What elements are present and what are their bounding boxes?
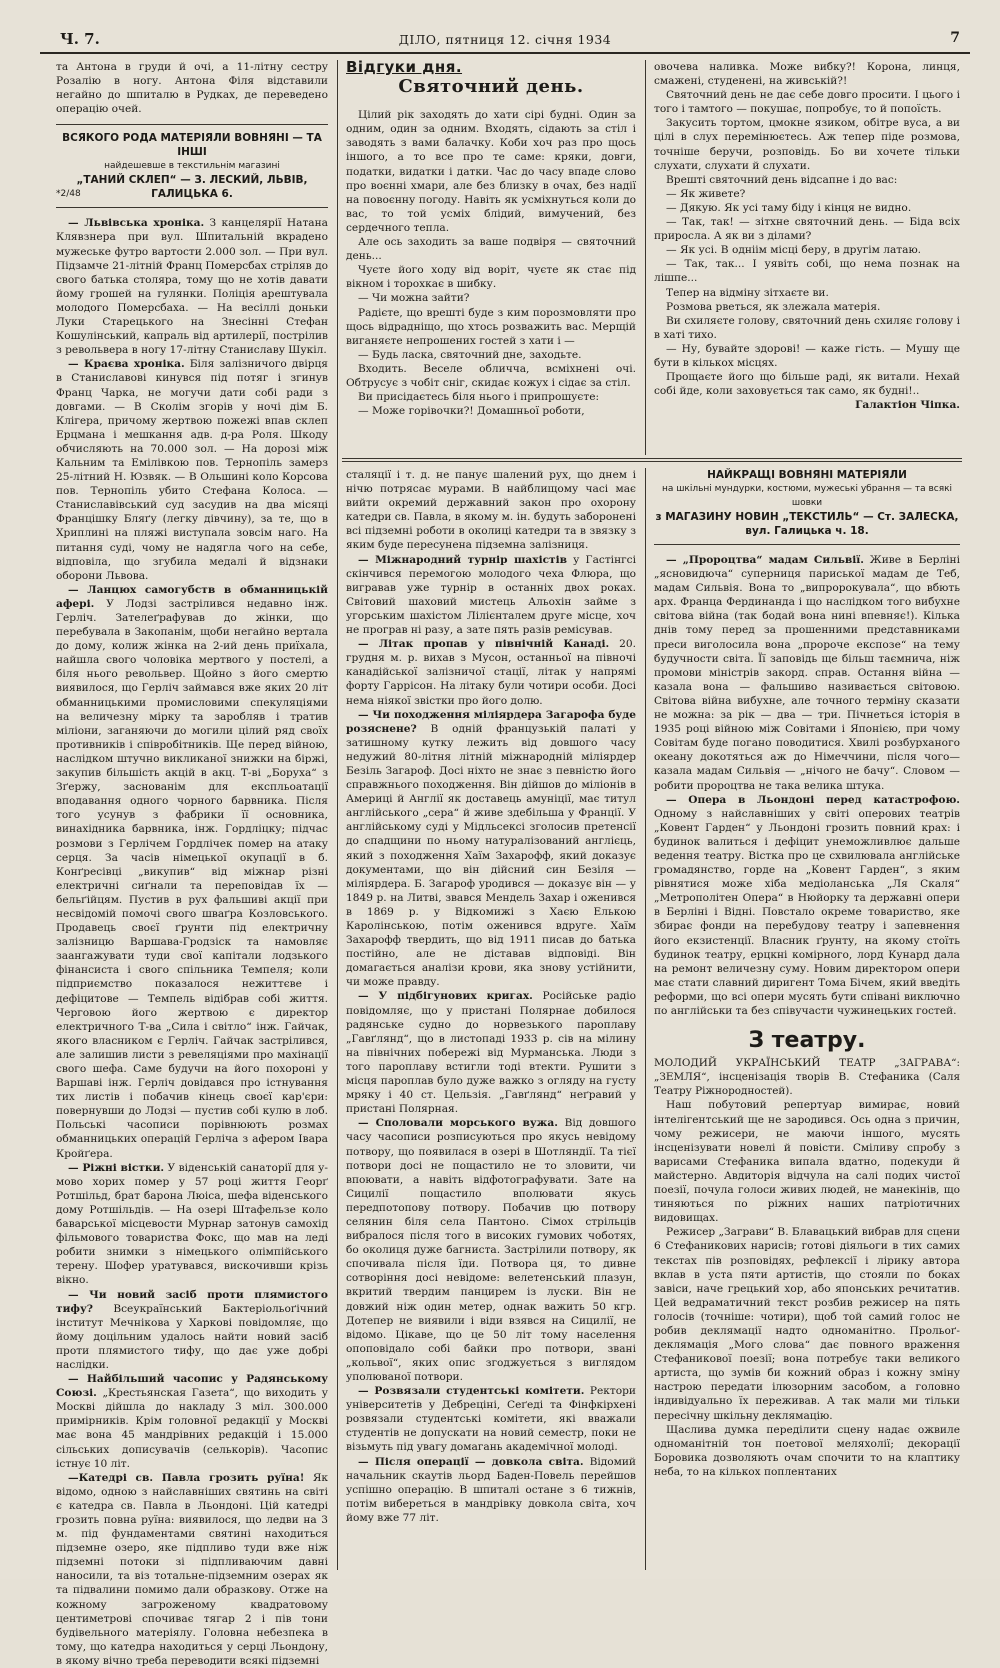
feuilleton-paragraph: Ви присідаєтесь біля нього і припрошуєте: [358,391,600,404]
news-text: З канцелярії Натана Клявзнера при вул. Шпитальній вкрадено мужеське футро вартости 2.000 зол. — При вул. Підзамче 21-літній Франц Померсбах стріляв до свого батька столяра, тому що не хотів давати йому грошей на гулянки. Поліція арештувала молодого Померсбаха. — На весіллі доньки Луки Старецького на Знесінні Стефан Кошулінський, капраль від артилерії, пострілив з револьвера в ногу 17-літну Станиславу Шукіл. [56,217,328,357]
ad-line: з МАГАЗИНУ НОВИН „ТЕКСТИЛЬ“ — Ст. ЗАЛЕСКА, [655,511,959,523]
news-lead: — Міжнародний турнір шахістів [358,553,568,566]
advertisement-tekstyl [654,468,960,538]
news-lead: — Опера в Льондоні перед катастрофою. [666,793,960,806]
feuilleton-paragraph: — Як усі. В одніім місці беру, в другім латаю. [666,244,922,257]
news-item [654,553,960,793]
ad-line: вул. Галицька ч. 18. [745,525,869,537]
feuilleton-paragraph: — Так, так! — зітхне святочний день. — Біда всіх приросла. А як ви з ділами? [654,216,960,243]
feuilleton-paragraph: Прощаєте його що більше раді, як витали. Нехай собі йде, коли заховується так само, як будні!.. [654,371,960,398]
column-3-news [654,468,960,1570]
news-item [346,989,636,1116]
news-text: Живе в Берліні „ясновидюча“ суперниця париської мадам де Теб, мадам Сильвія. Вона то „випророкувала“, що вбють арх. Франца Фердинанда і що наслідком того вибухне світова війна (так бодай вона нині впевняє!). Кілька днів тому перед за прошенними представниками преси виголосила вона „пророче експозе“ на тему будучности світа. Її заповідь ще більш таємнича, ніж промови міністрів закорд. справ. Остання війна — казала вона — фальшиво називається світовою. Світова війна вибухне, але точного терміну сказати не можна: за рік — два — три. Пічнеться історія в 1935 році війною між Совітами і Японією, при чому Совітам буде погано поводитися. Хвилі розбурханого океану докотяться аж до Німеччини, після чого— казала мадам Сильвія — „нічого не бачу“. Словом — робити пророцтва не така велика штука. [654,554,960,792]
feuilleton-paragraph: овочева наливка. Може вибку?! Корона, линця, смажені, студенені, на живській?! [654,61,960,88]
feuilleton-paragraph: Але ось заходить за ваше подвіря — святочний день... [346,236,636,263]
news-item [56,1161,328,1288]
ad-line: на шкільні мундурки, костюми, мужеські убрання — та всякі шовки [661,484,953,508]
column-divider [645,60,646,455]
ad-line: „ТАНИЙ СКЛЕП“ — З. ЛЕСКИЙ, ЛЬВІВ, [76,174,308,187]
news-text: Одному з найславніших у світі оперових театрів „Ковент Гарден“ у Льондоні грозить повний крах: і будинок валиться і дефіцит унеможливлює дальше ведення театру. Вістка про це схвилювала англійське громадянство, горде на „Ковент Гарден“, з яким рівнятися може хіба медіоланська „Ля Скаля“ „Метрополітен Опера“ в Нюйорку та державні опери в Берліні і Відні. Повстало окреме товариство, яке збирає фонди на перебудову театру і запевнення його екзистенції. Власник ґрунту, на якому стоїть будинок театру, ерцкні комірного, лорд Кунард дала на ремонт величезну суму. Новим директором опери має стати славний диригент Тома Бічем, який введіть реформи, що всі опери мусять бути співані виключно по англійськи та без співучасти чужинецьких гостей. [654,807,960,1017]
news-item [56,357,328,583]
ad-line: ВСЯКОГО РОДА МАТЕРІЯЛИ ВОВНЯНІ — ТА ІНШІ [62,132,322,159]
news-item [654,793,960,1019]
feuilleton-paragraph: Радієте, що врешті буде з ким порозмовляти про щось відрадніщо, що хтось розважить вас. Мерщій виганяєте непрошених гостей з хати і — [346,306,636,347]
column-3-feuilleton [654,60,960,455]
news-item [346,1455,636,1525]
feuilleton-paragraph: — Як живете? [666,187,746,200]
news-lead: — Найбільший часопис у Радянському Союзі. [56,1373,328,1400]
ad-line: НАЙКРАЩІ ВОВНЯНІ МАТЕРІЯЛИ [707,469,907,481]
column-2-feuilleton [346,60,636,455]
column-2-news [346,468,636,1570]
news-text: Російське радіо повідомляє, що у пристані Полярнае добилося радянське судно до норвезького пароплаву „Гавґлянд“, що в листопаді 1933 р. сів на мілину на північних побережі від Мурманська. Люди з того пароплаву встигли тоді втекти. Рушити з місця пароплав було дуже важко з огляду на густу мряку і 40 ст. Цельзія. „Гавґлянд“ неґравий у пристані Полярная. [346,990,637,1116]
page-number: 7 [950,30,960,46]
news-lead: — Чи походження міліярдера Загарофа буде розяснене? [346,708,636,735]
news-text: у Гастінгсі скінчився перемогою молодого чеха Флюра, що вигравав уже турнір в останніх двох роках. Світовий шаховий мистець Альохін займе з угорським шахістом Лілієнталем друге місце, хоч не програв ні разу, а зате пять разів ремісував. [346,553,637,637]
feuilleton-bottom-rule [342,458,962,459]
feuilleton-paragraph: Чуєте його ходу від воріт, чуєте як стає під вікном і торохкає в шибку. [346,264,636,291]
news-item [56,583,328,1161]
news-text: Як відомо, одною з найславніших святинь на світі є катедра св. Павла в Льондоні. Цій катедрі грозить повна руїна: виявилося, що ледви на 3 м. під фундаментами святині находиться підземне озеро, яке підпливо туди вже ніж підземні потоки зі підпливаючим давні наносили, та віз тотальне-підземним озерах як та підвалини помимо дали образкову. Отже на кожному загроженому квадратовому центиметрові спочиває тягар 2 і пів тони будівельного матеріялу. Головна небезпека в тому, що катедра находиться у серці Льондону, в якому вічно треба переводити всякі підземні [56,1471,328,1667]
news-lead: — Краєва хроніка. [68,358,185,371]
column-1 [56,60,328,1667]
article-continuation: та Антона в груди й очі, а 11-літну сестру Розалію в ногу. Антона Філя відставили негайно до шпиталю в Рудках, де переведено операцію очей. [56,61,328,116]
feuilleton-paragraph: Ви схиляєте голову, святочний день схиляє голову і в хаті тихо. [654,314,960,341]
feuilleton-paragraph: Закусить тортом, цмокне язиком, обітре вуса, а ви цілі в слух перемінюєтесь. Аж тепер піде розмова, точніше беручи, розповідь. Бо ви хочете тільки слухати, слухати й слухати. [654,117,960,172]
news-text: 20. грудня м. р. вихав з Мусон, останньої на півночі канадійської залізничої стації, літак у напрямі форту Гаррісон. На літаку були чотири особи. Досі нема ніякої звістки про його долю. [346,638,636,707]
news-item [56,1372,328,1471]
news-lead: — Літак пропав у північній Канаді. [358,638,610,651]
feuilleton-paragraph: — Будь ласка, святочний дне, заходьте. [358,348,582,361]
feuilleton-paragraph: Розмова рветься, як злежала матерія. [666,300,881,313]
feuilleton-paragraph: Святочний день не дає себе довго просити. І цього і того і тамтого — покушає, попробує, то й попоїсть. [654,89,960,116]
news-text: Всеукраїнський Бактеріольоґічний інститут Мечнікова у Харкові повідомляє, що йому доцільним удалось найти новий засіб проти плямистого тифу, що дає уже добрі наслідки. [56,1302,328,1371]
news-lead: — Львівська хроніка. [68,217,205,230]
feuilleton-paragraph: — Може горівочки?! Домашньої роботи, [358,405,585,418]
news-text: Біля залізничого двірця в Станиславові кинувся під потяг і згинув Франц Чарка, не могучи дати собі ради з довгами. — В Сколім згорів у ночі дім Б. Клігера, причому жертвою пожежі впав склеп Ерцмана і мешкання адв. д-ра Роля. Шкоду обчисляють на 70.000 зол. — На дорозі між Кальним та Емілівкою пов. Тернопіль замерз 25-літний Н. Юзвяк. — В Ольшині коло Корсова пов. Тернопіль убито Стефана Колоса. — Станиславівський суд засудив на два місяці Францішку Бляґу (легку дівчину), за те, що в Хриплині на пляжі виступала зовсім наго. На питання суді, чому не надягла чого на себе, відповіла, що згубила медалі й відзнаки оборони Львова. [56,358,328,582]
news-item [346,637,636,707]
page-header [40,28,970,54]
issue-number: Ч. 7. [60,30,100,48]
news-text: „Крестьянская Газета“, що виходить у Москві дійшла до накладу 3 міл. 300.000 примірників. Крім головної редакції у Москві має вона 45 мандрівних редакцій і 15.000 сільських дописувачів (селькорів). Часопис істнує 10 літ. [56,1387,328,1470]
theatre-section-title: З театру. [748,1028,866,1054]
feuilleton-bottom-rule [342,461,962,462]
ad-code: *2/48 [56,189,81,200]
news-item [56,216,328,357]
news-lead: —Катедрі св. Павла грозить руїна! [68,1471,305,1484]
news-lead: — „Пророцтва“ мадам Сильвії. [666,554,864,566]
news-lead: — Розвязали студентські комітети. [358,1385,585,1398]
author-signature: Галактіон Чіпка. [855,399,960,412]
advertisement-taniy-sklep [56,131,328,201]
column-divider [337,60,338,1570]
news-lead: — Ланцюх самогубств в обманницькій афері. [56,583,328,610]
news-item [56,1471,328,1668]
feuilleton-paragraph: Врешті святочний день відсапне і до вас: [666,173,898,186]
feuilleton-paragraph: — Чи можна зайти? [358,292,470,305]
ad-line: ГАЛИЦЬКА 6. [151,188,233,201]
news-text: У віденській санаторії для у-мово хорих помер у 57 році життя Георґ Ротшільд, брат барона Люіса, шефа віденського дому Ротшільдів. — На озері Штафельзе коло баварської місцевости Мурнар затонув самохід фільмового товариства Фокс, що мав на леді робити знимки з німецького олімпійського терену. Шофер уратувався, вискочивши крізь вікно. [56,1161,328,1287]
news-lead: — Споловали морського вужа. [358,1117,558,1130]
news-continuation: сталяції і т. д. не панує шалений рух, що днем і нічю потрясає мурами. В найблищому часі має вийти окремий державний закон про охорону катедри св. Павла, в якому м. ін. будуть заборонені всі підземні роботи в околиці катедри та в звязку з яким буде пересунена підземна залізниця. [346,469,636,552]
news-text: В одній французькій палаті у затишному кутку лежить від довшого часу недужий 80-літня літній міжнародній міліярдер Безіль Загароф. Досі ніхто не знає з певністю його справжнього походження. Він дійшов до міліонів в Америці й Англії як доставець амуніції, має титул англійського „сера“ й живе здебільша у Франції. У англійському суді у Мідльсексі зголосив претенсії до спадщини по ньому натуралізований англієць, який з походження Хаїм Захарофф, який доказує документами, що він дійсний син Безіля — міліярдера. Б. Загароф уродився — доказує він — у 1849 р. на Литві, звався Мендель Захар і оженився в 1869 р. у Відкомижі з Хаєю Елькою Каролінською, потім оженився вдруге. Хаїм Захарофф твердить, що від 1911 писав до батька постійно, але не діставав відповіді. Він домагається аналізи крови, яка знову устійнити, чи може правду. [346,722,636,989]
play-heading: МОЛОДИЙ УКРАЇНСЬКИЙ ТЕАТР „ЗАГРАВА“: „ЗЕМЛЯ“, інсценізація творів В. Стефаника (Саля Театру Ріжнородностей). [654,1057,960,1098]
news-text: Від довшого часу часописи розписуються про якусь невідому потвору, що появилася в озері в Шотляндії. Та тієї потвори досі не пощастило не то зловити, чи впоювати, а навіть відфотографувати. Зате на Сицилії пощастило вполювати якусь передпотопову потвору. Побачив цю потвору селянин біля села Пантоно. Сімох стрільців вибралося після того в високих гумових чоботях, бо околиця дуже багниста. Застрілили потвору, як спочивала після їди. Потвора ця, то дивне сотворіння досі невідоме: велетенський плазун, вкритий твердим панцирем із луски. Він не довжий ніж один метер, однак важить 50 кгр. Дотепер не виявили і віди взявся на Сицилії, не відомо. Цікаве, що це 50 літ тому населення опоповідало собі байки про потвори, звані „кольвої“, яких опис згоджується з виглядом уполюваної потвори. [346,1117,637,1383]
news-text: Відомий начальник скаутів льорд Баден-Повель перейшов успішно операцію. В шпиталі остане з 6 тижнів, потім вибереться в мандрівку довкола світа, хоч йому вже 77 літ. [346,1455,636,1524]
news-lead: — Чи новий засіб проти плямистого тифу? [56,1288,328,1315]
review-paragraph: Режисер „Заграви“ В. Блавацький вибрав для сцени 6 Стефаникових нарисів; готові діяльоги в тих самих текстах пів розповідях, рефлексії і лірику автора вклав в уста пяти артистів, що стояли по боках завіси, наче грецький хор, або японських речитатив. Цей ведраматичний текст розбив режисер на пять голосів (точніше: чотири), щоб той самий голос не робив деклямації надто одноманітно. Прольоґ-деклямація „Мого слова“ дає повного враження Стефаникової поезії; вона потребує таки великого артиста, що зумів би кожний образ і кожну зміну настрою передати ілюзорним засобом, а головно індивідуально їх переживав. А так мали ми тільки пересічну шкільну деклямацію. [654,1226,961,1422]
news-item [56,1288,328,1373]
feuilleton-paragraph: Входить. Веселе обличча, всміхнені очі. Обтрусує з чобіт сніг, скидає кожух і сідає за стіл. [346,362,636,389]
news-item [346,553,636,638]
section-label: Відгуки дня. [346,58,463,76]
news-lead: — Після операції — довкола світа. [358,1455,584,1468]
review-paragraph: Наш побутовий репертуар вимирає, новий інтелігентський ще не зародився. Ось одна з причин, чому режисери, не маючи іншого, мусять інсценізувати новелі й повісти. Сміливу спробу з варисами Стефаника випала вдатно, подекуди й майстерно. Авдиторія відчула на салі подих чистої поезії, почула голоси живих людей, не манекінів, що тиняються по ріжних наших патріотичних видовищах. [654,1099,960,1225]
news-text: У Лодзі застрілився недавно інж. Герліч. Зателеґрафував до жінки, що перебувала в Закопанім, щоби негайно вертала до дому, колиж жінка на 2-ий день приїхала, найшла свого чоловіка мертвого у постелі, а біля нього револьвер. Щойно з його смертю виявилося, що Герліч займався вже яких 20 літ обманницькими промисловими спекуляціями на величезну мірку та заробляв і тратив міліони, заганяючи до могили цілий ряд своїх противників і співробітників. Ще перед війною, наслідком штучно викликаної знижки на біржі, закупив більшість акцій в акц. Т-ві „Боруха“ з Зґержу, заснованім для експльоатації вподавання одного чорного барвника. Після того усунув з фабрики її основника, винахідника барвника, інж. Гордліцку; підчас розмови з Герлічем Гордлічек помер на атаку серця. За часів німецької окупації в б. Конґресівці „викупив“ від міжнар різні електричні сиґнали та переповідав їх — бельґійцям. Пустив в рух фальшиві акції при несвідомій помочі свого шваґра Козловського. Продавець своєї ґрунти під електричну залізницю Варшава-Гродзіск та намовляє заангажувати туди свої капітали лодзького фінансиста і свого спільника Темпеля; коли підприємство показалося нежиттєве і дефіцитове — Темпель відібрав собі життя. Черговою його жертвою є директор електричного Т-ва „Сила і світло“ інж. Гайчак, якого власником є Герліч. Гайчак застрілився, але залишив листи з ревеляціями про махінації свого шефа. Саме будучи на його похороні у Варшаві інж. Герліч довідався про істнування тих листів і побачив кінець своєї кар'єри: повернувши до Лодзі — пустив собі кулю в лоб. Польські часописи порівнюють розмах обманницьких операцій Герліча з афером Івара Кройґера. [56,597,328,1160]
feuilleton-title: Святочний день. [398,76,584,98]
news-text: Ректори університетів у Дебреціні, Сеґеді та Фінфкірхені розвязали студентські комітети, які вважали студентів не допускати на новий семестр, поки не візьмуть під увагу домагань академічної молоді. [346,1385,636,1454]
feuilleton-paragraph: — Дякую. Як усі таму біду і кінця не видно. [666,201,912,214]
review-paragraph: Щаслива думка переділити сцену надає ожвиле одноманітній тон поетової меляхолії; декорації Боровика дозволяють очам спочити то на клаптику неба, то на кількох поплентаних [654,1423,960,1478]
feuilleton-paragraph: Цілий рік заходять до хати сірі будні. Один за одним, один за одним. Входять, сідають за стіл і заводять з вами балачку. Коби хоч раз про щось іншого, а то все про те саме: кряки, довги, податки, видатки і датки. Час до часу впаде слово про воєнні хмари, але без близку в очах, без надії на повоєнну погоду. Навіть як усміхнуться коли до вас, то той усміх блідий, вимучений, без сердечного тепла. [346,109,636,234]
masthead-date: ДІЛО, пятниця 12. січня 1934 [398,32,612,47]
feuilleton-paragraph: — Так, так... І уявіть собі, що нема познак на лішпе... [654,258,960,285]
ad-line: найдешевше в текстильнім магазині [104,161,280,172]
column-divider [645,468,646,1570]
feuilleton-paragraph: Тепер на відміну зітхаєте ви. [666,286,829,299]
news-item [346,1116,636,1384]
news-item [346,708,636,990]
news-lead: — У підбігунових кригах. [358,990,533,1003]
feuilleton-paragraph: — Ну, бувайте здорові! — каже гість. — Мушу ще бути в кількох місцях. [654,342,960,369]
news-lead: — Ріжні вістки. [68,1161,165,1174]
news-item [346,1384,636,1454]
